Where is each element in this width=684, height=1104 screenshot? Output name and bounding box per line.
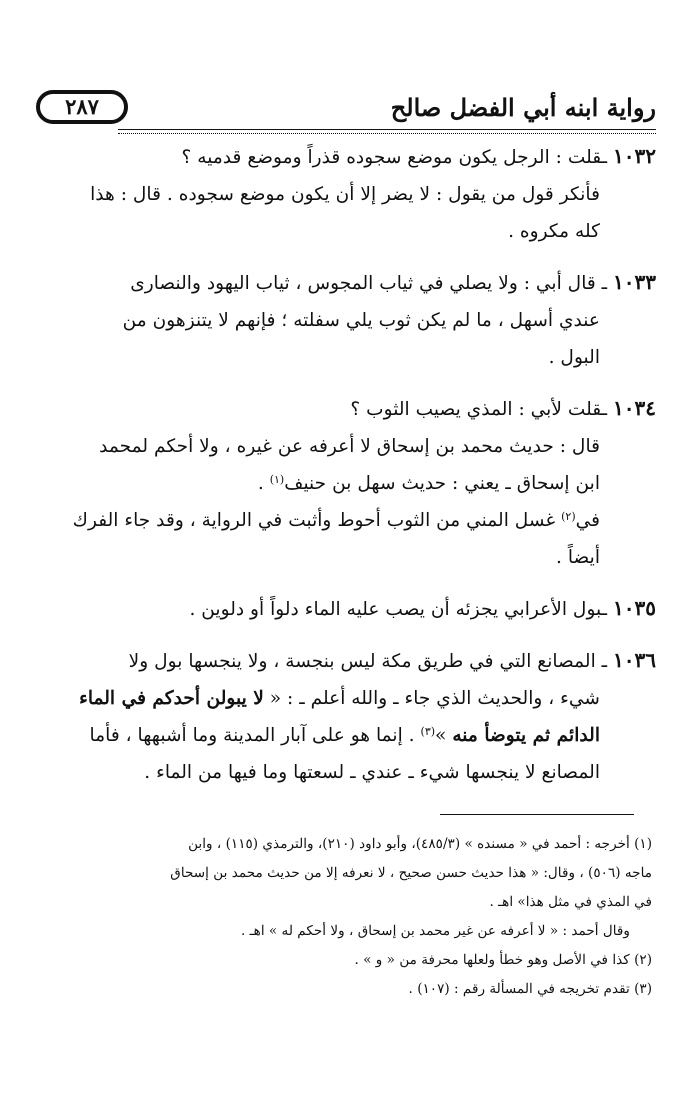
footnote-ref[interactable]: (٢) (561, 510, 576, 523)
entry-1034 (30, 390, 656, 576)
entry-number: ١٠٣٢ (613, 144, 656, 168)
entry-1035 (30, 590, 656, 628)
footnote-ref[interactable]: (١) (269, 473, 285, 486)
entry-text: فأنكر قول من يقول : لا يضر إلا أن يكون موضع سجوده . قال : هذا (90, 184, 600, 205)
entry-text: المصانع لا ينجسها شيء ـ عندي ـ لسعتها وما فيها من الماء . (144, 762, 600, 783)
footnote-divider (440, 814, 634, 815)
entry-text: ـبول الأعرابي يجزئه أن يصب عليه الماء دلواً أو دلوين . (189, 599, 608, 620)
entry-number: ١٠٣٦ (613, 648, 656, 672)
hadith-quote: الدائم ثم يتوضأ منه (452, 725, 600, 746)
footnote-line: (٢) كذا في الأصل وهو خطأ ولعلها محرفة من « و » . (354, 952, 652, 968)
entry-text: كله مكروه . (508, 221, 600, 242)
entries (30, 138, 656, 805)
footnote-line: في المذي في مثل هذا» اهـ . (489, 894, 652, 910)
footnote-line: وقال أحمد : « لا أعرفه عن غير محمد بن إسحاق ، ولا أحكم له » اهـ . (241, 923, 630, 939)
entry-1033 (30, 264, 656, 376)
entry-text: أيضاً . (556, 547, 600, 568)
entry-text: عندي أسهل ، ما لم يكن ثوب يلي سفلته ؛ فإنهم لا يتنزهون من (122, 310, 600, 331)
entry-text: ـ المصانع التي في طريق مكة ليس بنجسة ، ولا ينجسها بول ولا (128, 651, 608, 672)
entry-text: قال : حديث محمد بن إسحاق لا أعرفه عن غيره ، ولا أحكم لمحمد (99, 436, 600, 457)
entry-number: ١٠٣٥ (613, 596, 656, 620)
entry-text: في (575, 510, 600, 531)
entry-number: ١٠٣٤ (613, 396, 656, 420)
entry-text: البول . (548, 347, 600, 368)
entry-text: ـقلت لأبي : المذي يصيب الثوب ؟ (350, 399, 608, 420)
header-divider (118, 129, 656, 134)
entry-text: ـقلت : الرجل يكون موضع سجوده قذراً وموضع قدميه ؟ (181, 147, 608, 168)
entry-text: . إنما هو على آبار المدينة وما أشبهها ، فأما (89, 725, 421, 746)
entry-text: شيء ، والحديث الذي جاء ـ والله أعلم ـ : « (263, 688, 600, 709)
page-number-badge: ٢٨٧ (36, 90, 128, 124)
running-title: رواية ابنه أبي الفضل صالح (390, 93, 656, 122)
entry-text: غسل المني من الثوب أحوط وأثبت في الرواية ، وقد جاء الفرك (72, 510, 562, 531)
entry-number: ١٠٣٣ (613, 270, 656, 294)
entry-text: ابن إسحاق ـ يعني : حديث سهل بن حنيف (284, 473, 600, 494)
page-header (36, 88, 656, 128)
entry-text: » (435, 725, 453, 746)
entry-text: . (257, 473, 270, 494)
footnote-line: (٣) تقدم تخريجه في المسألة رقم : (١٠٧) . (408, 981, 652, 997)
footnotes (38, 830, 652, 1004)
entry-text: ـ قال أبي : ولا يصلي في ثياب المجوس ، ثياب اليهود والنصارى (130, 273, 608, 294)
footnote-line: (١) أخرجه : أحمد في « مسنده » (٤٨٥/٣)، وأبو داود (٢١٠)، والترمذي (١١٥) ، وابن (188, 836, 652, 852)
footnote-line: ماجه (٥٠٦) ، وقال: « هذا حديث حسن صحيح ، لا نعرفه إلا من حديث محمد بن إسحاق (170, 865, 652, 881)
entry-1036 (30, 642, 656, 791)
footnote-ref[interactable]: (٣) (420, 725, 436, 738)
hadith-quote: لا يبولن أحدكم في الماء (79, 688, 264, 709)
entry-1032 (30, 138, 656, 250)
